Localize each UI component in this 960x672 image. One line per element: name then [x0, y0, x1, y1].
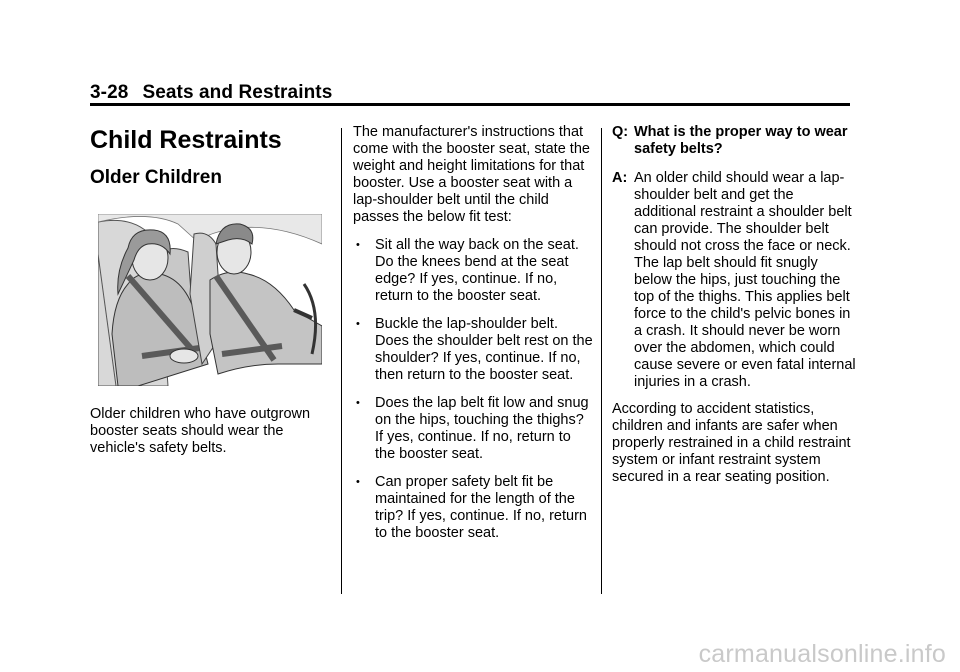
- section-title: Seats and Restraints: [142, 82, 333, 103]
- section-subtitle: Older Children: [90, 167, 222, 188]
- list-item-text: Sit all the way back on the seat. Do the knees bend at the seat edge? If yes, continue. If no, return to the booster seat.: [375, 237, 579, 304]
- page-number: 3-28: [90, 82, 129, 103]
- left-paragraph: Older children who have outgrown booster seats should wear the vehicle's safety belts.: [90, 406, 311, 456]
- bullet-icon: •: [356, 318, 360, 330]
- right-column: [612, 124, 856, 486]
- question-label: Q:: [612, 124, 629, 140]
- column-divider-2: [601, 128, 602, 594]
- answer: [612, 170, 856, 391]
- answer-label: A:: [612, 170, 628, 186]
- answer-text: An older child should wear a lap-shoulder belt and get the additional restraint a shoulder belt can provide. The shoulder belt should not cross the face or neck. The lap belt should fit snugly below the hips, just touching the top of the thighs. This applies belt force to the child's pelvic bones in a crash. It should never be worn over the abdomen, which could cause severe or even fatal internal injuries in a crash.: [634, 170, 856, 390]
- question-text: What is the proper way to wear safety belts?: [634, 124, 848, 157]
- page-header: [90, 82, 332, 104]
- question: [612, 124, 856, 158]
- list-item: [353, 237, 593, 305]
- list-item-text: Does the lap belt fit low and snug on the hips, touching the thighs? If yes, continue. If no, return to the booster seat.: [375, 395, 589, 462]
- bullet-icon: •: [356, 397, 360, 409]
- middle-column: [353, 124, 593, 553]
- closing-paragraph: According to accident statistics, children and infants are safer when properly restrained in a child restraint system or infant restraint system secured in a rear seating position.: [612, 401, 851, 485]
- list-item-text: Can proper safety belt fit be maintained for the length of the trip? If yes, continue. If no, return to the booster seat.: [375, 474, 587, 541]
- list-item: [353, 316, 593, 384]
- intro-paragraph: The manufacturer's instructions that come with the booster seat, state the weight and height limitations for that booster. Use a booster seat with a lap-shoulder belt until the child passes the below fit test:: [353, 124, 590, 225]
- illustration-svg: [98, 214, 322, 386]
- column-divider-1: [341, 128, 342, 594]
- header-rule: [90, 103, 850, 106]
- list-item: [353, 474, 593, 542]
- list-item-text: Buckle the lap-shoulder belt. Does the shoulder belt rest on the shoulder? If yes, continue. If no, then return to the booster seat.: [375, 316, 593, 383]
- fit-test-list: [353, 237, 593, 542]
- list-item: [353, 395, 593, 463]
- bullet-icon: •: [356, 239, 360, 251]
- watermark: carmanualsonline.info: [698, 640, 946, 668]
- bullet-icon: •: [356, 476, 360, 488]
- illustration-older-children-seat-belts: [98, 214, 322, 386]
- page-title: Child Restraints: [90, 126, 282, 154]
